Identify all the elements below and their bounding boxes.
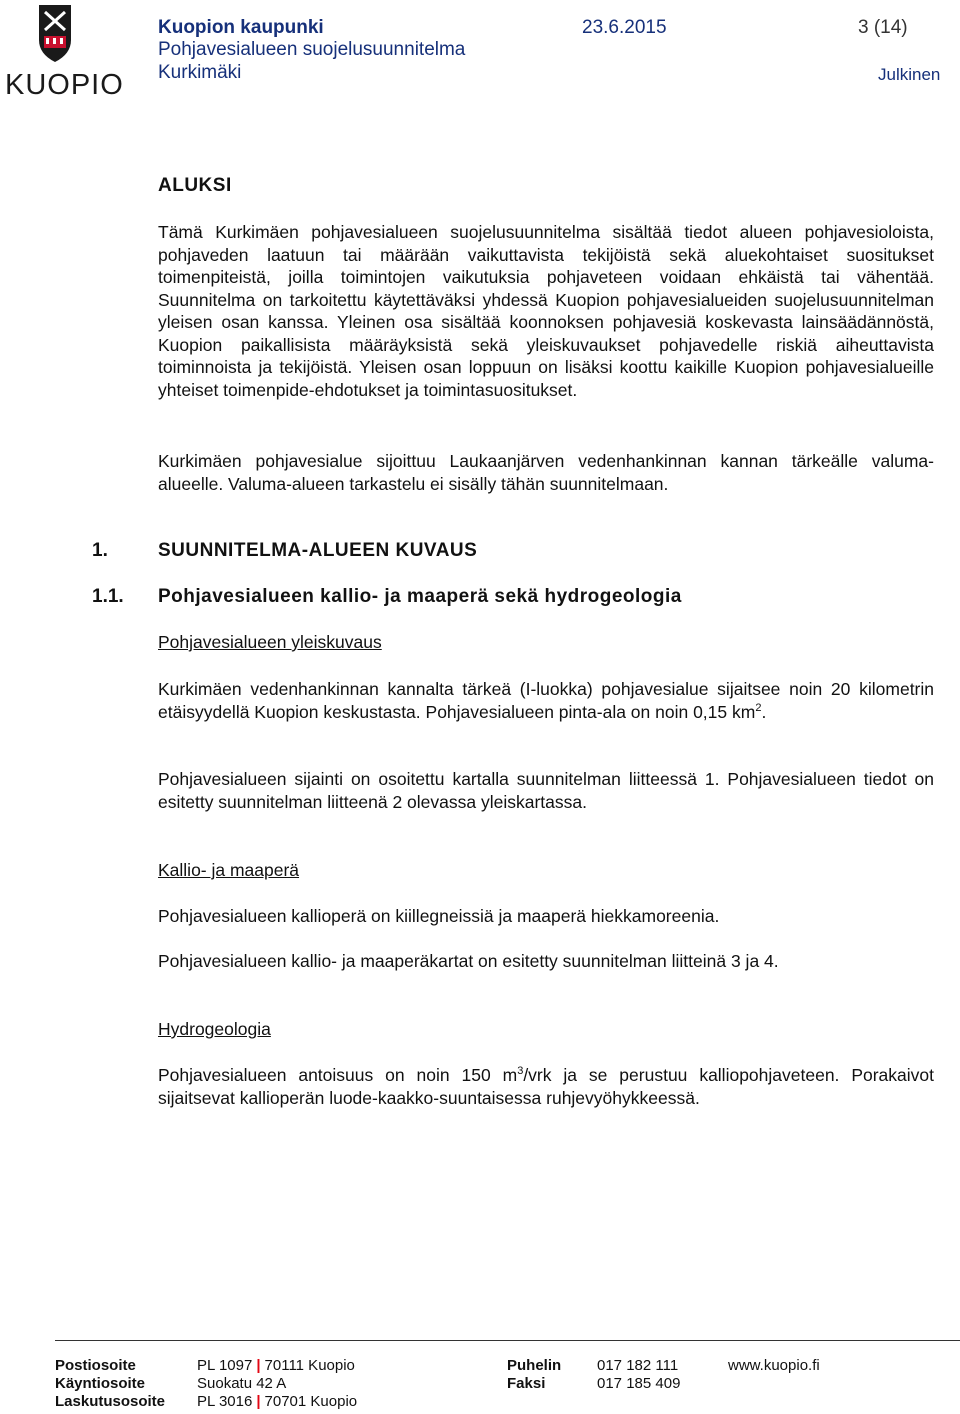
paragraph-valuma: Kurkimäen pohjavesialue sijoittuu Laukaanjärven vedenhankinnan kannan tärkeälle valuma-alueelle. Valuma-alueen tarkastelu ei sisälly tähän suunnitelmaan.	[158, 451, 934, 494]
footer-label-faksi: Faksi	[507, 1375, 546, 1392]
classification: Julkinen	[878, 65, 941, 84]
paragraph-hydrogeologia	[158, 1064, 934, 1109]
paragraph-karttaliitteet: Pohjavesialueen kallio- ja maaperäkartat on esitetty suunnitelman liitteinä 3 ja 4.	[158, 951, 779, 971]
footer-laskutusosoite	[197, 1393, 357, 1411]
doc-title: Pohjavesialueen suojelusuunnitelma	[158, 39, 466, 60]
doc-date: 23.6.2015	[582, 17, 667, 38]
footer-website-link[interactable]: www.kuopio.fi	[728, 1357, 820, 1374]
footer-faksi: 017 185 409	[597, 1375, 681, 1392]
hydro-text-end: /vrk ja se perustuu kalliopohjaveteen. Porakaivot sijaitsevat kallioperän luode-kaakko-suuntaisessa ruhjevyöhykkeessä.	[158, 1065, 934, 1108]
yleiskuvaus-end: .	[761, 701, 767, 722]
footer-separator: |	[256, 1393, 261, 1410]
footer-postiosoite	[197, 1357, 355, 1375]
section-number-1-1: 1.1.	[92, 586, 124, 607]
paragraph-sijainti: Pohjavesialueen sijainti on osoitettu kartalla suunnitelman liitteessä 1. Pohjavesialueen tiedot on esitetty suunnitelman liitteenä 2 olevassa yleiskartassa.	[158, 769, 934, 812]
section-title-1: SUUNNITELMA-ALUEEN KUVAUS	[158, 540, 478, 561]
kuopio-logo	[5, 2, 124, 101]
footer-label-laskutusosoite: Laskutusosoite	[55, 1393, 166, 1410]
footer-postiosoite-city: 70111 Kuopio	[264, 1357, 355, 1374]
hydro-text: Pohjavesialueen antoisuus on noin 150 m	[158, 1065, 518, 1085]
kuopio-crest-icon	[5, 2, 105, 66]
paragraph-intro: Tämä Kurkimäen pohjavesialueen suojelusuunnitelma sisältää tiedot alueen pohjavesioloista, pohjaveden laatuun tai määrään vaikuttavista tekijöistä sekä aluekohtaiset suositukset toimenpiteistä, joilla toimintojen vaikutuksia pohjaveteen voidaan ehkäistä tai vähentää. Suunnitelma on tarkoitettu käytettäväksi yhdessä Kuopion pohjavesialueiden suojelusuunnitelman yleisen osan kanssa. Yleinen osa sisältää koonnoksen pohjavesiä koskevasta lainsäädännöstä, Kuopion paikallisista määräyksistä sekä yleiskuvaukset pohjavedelle riskiä aiheuttavista toiminnoista ja tekijöistä. Yleisen osan loppuun on lisäksi koottu kaikille Kuopion pohjavesialueille yhteiset toimenpide-ehdotukset ja toimintasuositukset.	[158, 222, 934, 400]
footer-label-kayntiosoite: Käyntiosoite	[55, 1375, 146, 1392]
section-title-1-1: Pohjavesialueen kallio- ja maaperä sekä hydrogeologia	[158, 586, 682, 607]
footer-divider	[55, 1340, 960, 1341]
subheading-yleiskuvaus: Pohjavesialueen yleiskuvaus	[158, 632, 382, 652]
logo-text: KUOPIO	[5, 69, 124, 101]
area-name: Kurkimäki	[158, 62, 242, 83]
area-unit-superscript: 2	[755, 701, 762, 714]
paragraph-yleiskuvaus	[158, 678, 934, 723]
page-number: 3 (14)	[858, 17, 908, 38]
footer-laskutusosoite-box: PL 3016	[197, 1393, 253, 1410]
subheading-kallio: Kallio- ja maaperä	[158, 860, 300, 880]
footer-label-puhelin: Puhelin	[507, 1357, 562, 1374]
section-number-1: 1.	[92, 540, 108, 561]
subheading-hydrogeologia: Hydrogeologia	[158, 1019, 271, 1039]
footer-separator: |	[256, 1357, 261, 1374]
yleiskuvaus-text: Kurkimäen vedenhankinnan kannalta tärkeä (I-luokka) pohjavesialue sijaitsee noin 20 kilometrin etäisyydellä Kuopion keskustasta. Pohjavesialueen pinta-ala on noin 0,15 km	[158, 679, 934, 722]
footer-puhelin: 017 182 111	[597, 1357, 679, 1374]
volume-unit-superscript: 3	[517, 1065, 524, 1078]
footer-kayntiosoite: Suokatu 42 A	[197, 1375, 287, 1392]
footer-laskutusosoite-city: 70701 Kuopio	[264, 1393, 358, 1410]
paragraph-kalliopera: Pohjavesialueen kallioperä on kiillegneissiä ja maaperä hiekkamoreenia.	[158, 906, 720, 926]
footer-label-postiosoite: Postiosoite	[55, 1357, 136, 1374]
footer-postiosoite-box: PL 1097	[197, 1357, 253, 1374]
org-name: Kuopion kaupunki	[158, 17, 324, 38]
section-title-aluksi: ALUKSI	[158, 175, 232, 196]
